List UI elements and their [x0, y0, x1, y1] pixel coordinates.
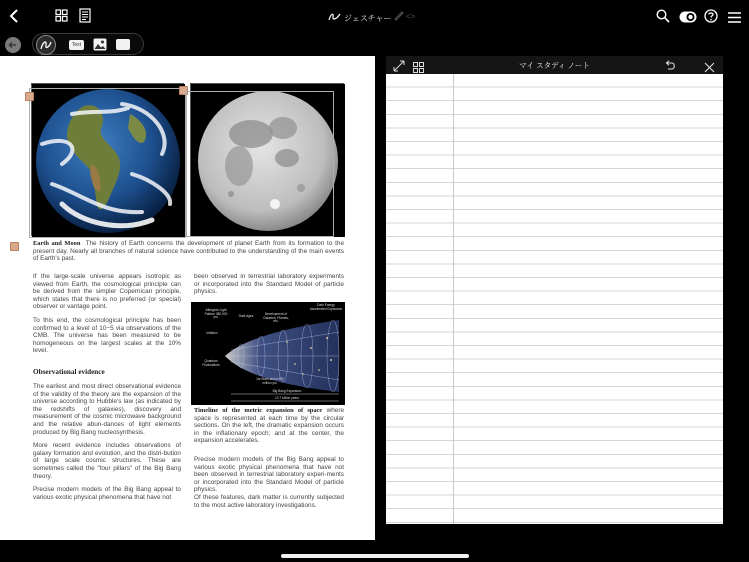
paragraph: To this end, the cosmological principle has been confirmed to a level of 10−5 via observations of the CMB. The universe has been measured to be homogeneous on the largest scales at the 10% level.	[33, 316, 181, 355]
paragraph: Precise modern models of the Big Bang appeal to various exotic physical phenomena that have not	[33, 486, 181, 501]
grid-view-icon[interactable]	[55, 9, 68, 27]
ruled-note-area[interactable]	[386, 74, 723, 524]
paragraph: Of these features, dark matter is currently subjected to the most active laboratory investigations.	[194, 493, 344, 509]
notebook-title: マイ スタディ ノート	[519, 61, 590, 70]
infographic-label: 13.7 billion years	[275, 396, 299, 400]
notebook-header	[386, 56, 723, 74]
infographic-label: Afterglow Light Pattern 380,000 yrs.	[204, 308, 228, 320]
right-column-text-2	[194, 456, 344, 509]
text-tool-button[interactable]: Text	[69, 40, 84, 50]
paragraph: More recent evidence includes observations of galaxy formation and evolution, and the distri-bution of large scale cosmic structures. These are sometimes called the "four pillars" of the Big Bang theory.	[33, 442, 181, 480]
pen-mode-label: <>	[406, 11, 416, 21]
infographic-label: Inflation	[206, 331, 218, 335]
left-column-text	[33, 273, 181, 361]
earth-selection-frame	[29, 88, 186, 238]
paragraph: Precise modern models of the Big Bang appeal to various exotic physical phenomena that have not been observed in terrestrial laboratory experi-ments or incorporated into the Standard Model of particle physics.	[194, 456, 344, 494]
infographic-label: Dark Energy Accelerated Expansion	[309, 303, 343, 311]
section-heading: Observational evidence	[33, 368, 105, 376]
infographic-label: Dark Ages	[238, 314, 254, 318]
universe-timeline-infographic[interactable]	[191, 302, 345, 405]
right-column-text	[194, 273, 344, 302]
home-indicator[interactable]	[281, 554, 469, 558]
infographic-label: Big Bang Expansion	[272, 389, 302, 393]
gesture-pen-icon	[328, 9, 341, 27]
image-caption	[33, 240, 344, 263]
pen-tool-button[interactable]	[36, 35, 56, 55]
figure-caption-title: Timeline of the metric expansion of space	[194, 407, 323, 414]
search-icon[interactable]	[656, 9, 670, 28]
notebook-icon[interactable]	[79, 8, 91, 28]
paragraph: If the large-scale universe appears isotropic as viewed from Earth, the cosmological principle can be derived from the simpler Copernican principle, which states that there is no preferred (or special) observer or vantage point.	[33, 273, 181, 311]
document-page[interactable]	[0, 56, 375, 540]
caption-text: The history of Earth concerns the development of planet Earth from its formation to the present day. Nearly all branches of natural science have contributed to the understanding of the main events of Earth's past.	[33, 240, 345, 263]
notebook-margin-line	[453, 74, 454, 524]
caption-title: Earth and Moon	[33, 240, 81, 247]
annotation-marker[interactable]	[10, 242, 19, 251]
infographic-label: Quantum Fluctuations	[202, 359, 220, 367]
infographic-label: Development of Galaxies, Planets, etc.	[263, 312, 289, 324]
infographic-label: 1st Stars about 400 million yrs.	[256, 377, 284, 385]
menu-icon[interactable]	[728, 10, 741, 28]
undo-arrow-icon[interactable]	[5, 37, 21, 53]
figure-caption-text: where space is represented at each time by the circular sections. On the left, the dramatic expansion occurs in the inflationary epoch; and at the center, the expansion accelerates.	[194, 407, 344, 445]
paragraph: been observed in terrestrial laboratory experiments or incorporated into the Standard Model of particle physics.	[194, 273, 344, 296]
drawing-tools-row	[0, 32, 749, 56]
back-chevron-icon[interactable]	[8, 8, 20, 29]
figure-caption	[194, 407, 344, 451]
left-column-text-2	[33, 383, 181, 507]
pencil-icon	[393, 9, 405, 23]
gesture-toggle[interactable]	[328, 9, 391, 27]
study-notebook-panel[interactable]	[386, 56, 723, 524]
image-tool-icon[interactable]	[93, 38, 107, 51]
moon-selection-frame	[186, 91, 334, 237]
help-icon[interactable]	[704, 9, 718, 28]
shape-tool-button[interactable]	[116, 39, 130, 50]
top-toolbar	[0, 0, 749, 32]
paragraph: The earliest and most direct observational evidence of the validity of the theory are the expansion of the universe according to Hubble's law (as indicated by the redshifts of galaxies), discovery and measurement of the cosmic microwave background and the relative abun-dances of light elements produced by Big Bang nucleosynthesis.	[33, 383, 181, 436]
display-toggle-icon[interactable]	[679, 10, 697, 28]
annotation-marker[interactable]	[25, 92, 34, 101]
gesture-label: ジェスチャー	[344, 13, 392, 23]
pen-mode-button[interactable]	[393, 9, 415, 23]
